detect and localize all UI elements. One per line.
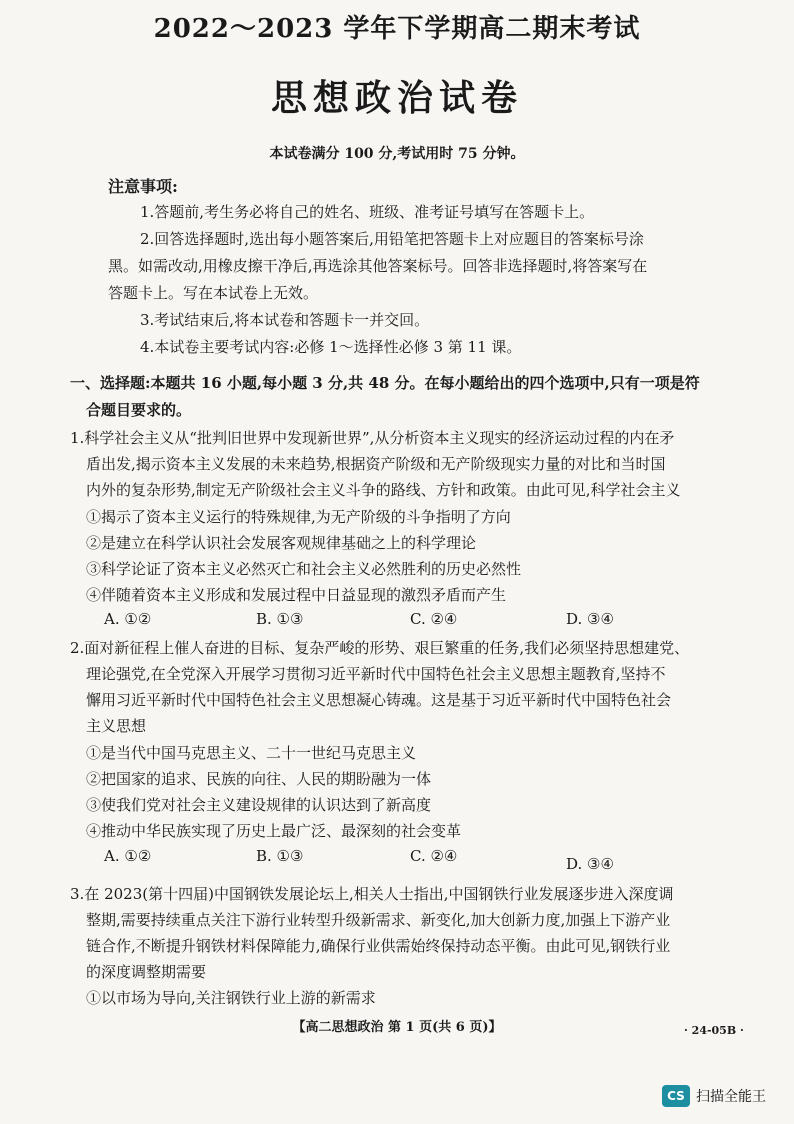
question-1-item: ③科学论证了资本主义必然灭亡和社会主义必然胜利的历史必然性 <box>86 560 522 578</box>
question-1-stem: 1.科学社会主义从“批判旧世界中发现新世界”,从分析资本主义现实的经济运动过程的内在矛 <box>70 429 675 447</box>
page-footer: 【高二思想政治 第 1 页(共 6 页)】 <box>292 1020 502 1035</box>
question-2-option-b: B. ①③ <box>256 847 304 865</box>
question-2-stem: 主义思想 <box>86 717 147 735</box>
notice-heading: 注意事项: <box>108 177 178 196</box>
question-2-item: ④推动中华民族实现了历史上最广泛、最深刻的社会变革 <box>86 822 462 840</box>
scanner-label: 扫描全能王 <box>696 1089 766 1105</box>
camscanner-icon: CS <box>662 1085 690 1107</box>
question-2-stem: 理论强党,在全党深入开展学习贯彻习近平新时代中国特色社会主义思想主题教育,坚持不 <box>86 665 666 683</box>
question-1-item: ②是建立在科学认识社会发展客观规律基础之上的科学理论 <box>86 534 477 552</box>
question-1-item: ④伴随着资本主义形成和发展过程中日益显现的激烈矛盾而产生 <box>86 586 507 604</box>
question-1-stem: 盾出发,揭示资本主义发展的未来趋势,根据资产阶级和无产阶级现实力量的对比和当时国 <box>86 455 666 473</box>
question-1-option-b: B. ①③ <box>256 610 304 628</box>
question-2-option-c: C. ②④ <box>410 847 458 865</box>
question-2-option-d: D. ③④ <box>566 855 614 873</box>
section-heading: 一、选择题:本题共 16 小题,每小题 3 分,共 48 分。在每小题给出的四个选项中,只有一项是符 <box>70 374 700 392</box>
question-3-stem: 的深度调整期需要 <box>86 963 207 981</box>
question-2-stem: 懈用习近平新时代中国特色社会主义思想凝心铸魂。这是基于习近平新时代中国特色社会 <box>86 691 672 709</box>
scanner-watermark <box>662 1085 766 1107</box>
exam-subtitle: 思想政治试卷 <box>270 77 523 119</box>
question-3-stem: 整期,需要持续重点关注下游行业转型升级新需求、新变化,加大创新力度,加强上下游产业 <box>86 911 671 929</box>
question-2-item: ②把国家的追求、民族的向往、人民的期盼融为一体 <box>86 770 432 788</box>
question-3-item: ①以市场为导向,关注钢铁行业上游的新需求 <box>86 989 376 1007</box>
question-3-stem: 3.在 2023(第十四届)中国钢铁发展论坛上,相关人士指出,中国钢铁行业发展逐步进入深度调 <box>70 885 674 903</box>
notice-line: 2.回答选择题时,选出每小题答案后,用铅笔把答题卡上对应题目的答案标号涂 <box>140 230 644 248</box>
notice-line: 答题卡上。写在本试卷上无效。 <box>108 284 319 302</box>
notice-line: 1.答题前,考生务必将自己的姓名、班级、准考证号填写在答题卡上。 <box>140 203 595 221</box>
exam-info: 本试卷满分 100 分,考试用时 75 分钟。 <box>269 146 525 162</box>
section-heading-cont: 合题目要求的。 <box>86 401 192 419</box>
exam-code: · 24-05B · <box>684 1024 744 1037</box>
notice-line: 3.考试结束后,将本试卷和答题卡一并交回。 <box>140 311 430 329</box>
question-3-stem: 链合作,不断提升钢铁材料保障能力,确保行业供需始终保持动态平衡。由此可见,钢铁行业 <box>86 937 671 955</box>
question-1-option-c: C. ②④ <box>410 610 458 628</box>
notice-line: 黑。如需改动,用橡皮擦干净后,再选涂其他答案标号。回答非选择题时,将答案写在 <box>108 257 648 275</box>
question-2-item: ①是当代中国马克思主义、二十一世纪马克思主义 <box>86 744 417 762</box>
question-1-option-a: A. ①② <box>104 610 152 628</box>
question-1-option-d: D. ③④ <box>566 610 614 628</box>
question-2-stem: 2.面对新征程上催人奋进的目标、复杂严峻的形势、艰巨繁重的任务,我们必须坚持思想建党、 <box>70 639 690 657</box>
question-1-stem: 内外的复杂形势,制定无产阶级社会主义斗争的路线、方针和政策。由此可见,科学社会主义 <box>86 481 681 499</box>
exam-title: 2022～2023 学年下学期高二期末考试 <box>153 14 641 44</box>
question-2-item: ③使我们党对社会主义建设规律的认识达到了新高度 <box>86 796 432 814</box>
question-1-item: ①揭示了资本主义运行的特殊规律,为无产阶级的斗争指明了方向 <box>86 508 511 526</box>
notice-line: 4.本试卷主要考试内容:必修 1～选择性必修 3 第 11 课。 <box>140 338 522 356</box>
question-2-option-a: A. ①② <box>104 847 152 865</box>
